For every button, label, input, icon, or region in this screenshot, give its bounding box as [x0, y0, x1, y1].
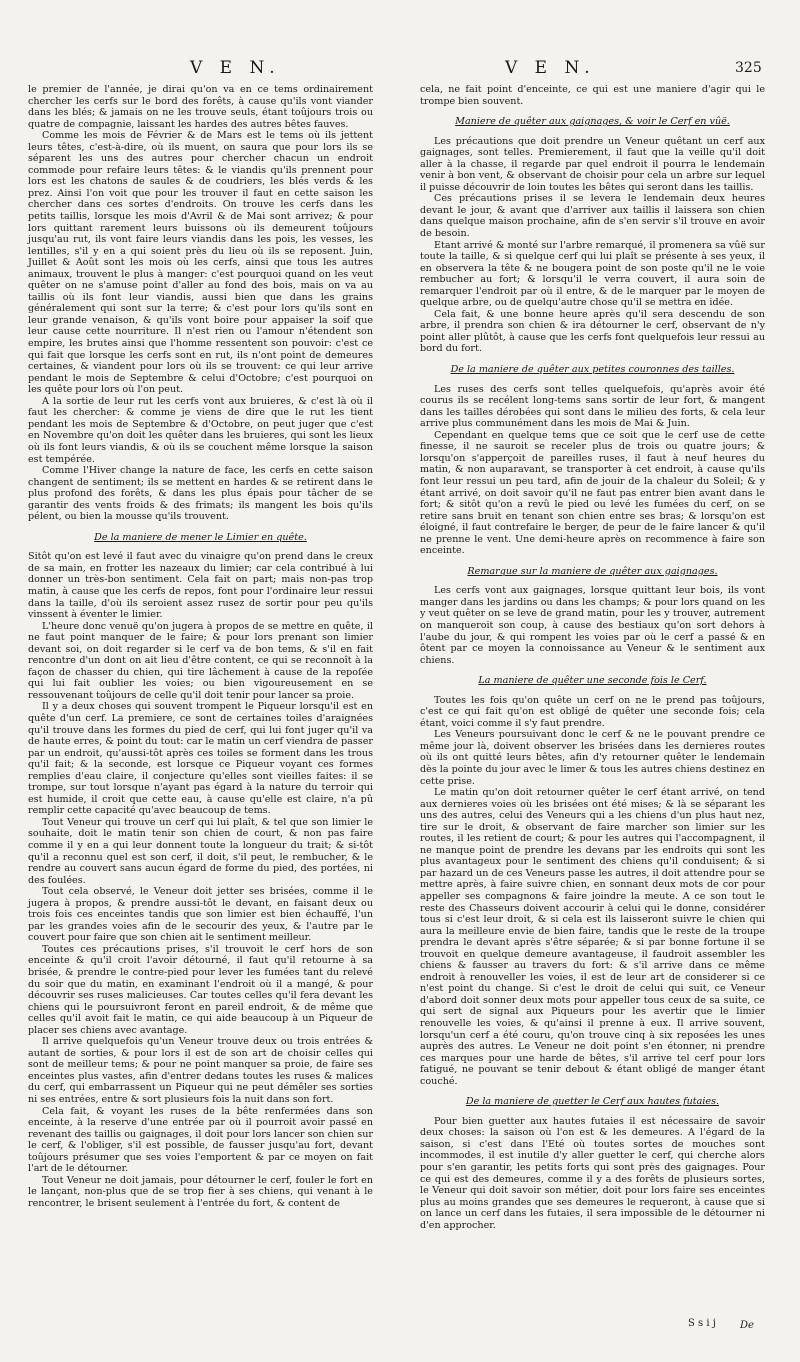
header-left: V E N.: [190, 58, 281, 78]
paragraph: Les Veneurs poursuivant donc le cerf & ne le pouvant prendre ce même jour là, doivent observer les brisées dans les dernieres routes où ils ont quitté leurs bêtes, afin d'y retourner quêter le lendemain dès la pointe du jour avec le limer & tous les autres chiens destinez en cette prise.: [420, 729, 765, 787]
paragraph: Le matin qu'on doit retourner quêter le cerf étant arrivé, on tend aux dernieres voies où les brisées ont été mises; & là se séparant les uns des autres, celui des Veneurs qui a les chiens d'un plus haut nez, tire sur le droit, & observant de faire marcher son limier sur les routes, il les retient de court; & pour les autres qui l'accompagnent, il ne manque point de prendre les devans par les endroits qui sont les plus avantageux pour le sentiment des chiens qu'il conduisent; & si par hazard un de ces Veneurs passe les autres, il doit attendre pour se mettre après, à faire suivre chien, en sonnant deux mots de cor pour appeller ses compagnons & faire joindre la meute. A ce son tout le reste des Chasseurs doivent accourir à celui qui le donne, considérer tous si c'est leur droit, & si cela est ils laisseront suivre le chien qui aura la meilleure envie de bien faire, tandis que le reste de la troupe prendra le devant après s'être séparée; & si par bonne fortune il se trouvoit en quelque demeure avantageuse, il faudroit assembler les chiens & fausser au travers du fort: & s'il arrive dans ce même endroit à renouveller les voies, il est de leur art de considerer si ce n'est point du change. Si c'est le droit de celui qui suit, ce Veneur d'abord doit sonner deux mots pour appeller tous ceux de sa suite, ce qui sert de signal aux Piqueurs pour les avertir que le limier renouvelle les voies, & qu'ainsi il prenne à eux. Il arrive souvent, lorsqu'un cerf a été couru, qu'on trouve cinq à six reposées les unes auprès des autres. Le Veneur ne doit point s'en étonner, ni prendre ces marques pour une harde de bêtes, s'il arrive tel cerf pour lors fatigué, ne pouvant se tenir debout & étant obligé de manger étant couché.: [420, 787, 765, 1087]
paragraph: Il arrive quelquefois qu'un Veneur trouve deux ou trois entrées & autant de sorties, & pour lors il est de son art de choisir celles qui sont de meilleur tems; & pour ne point manquer sa proie, de faire ses enceintes plus vastes, afin d'entrer dedans toutes les ruses & malices du cerf, qui embarrassent un Piqueur qui ne peut démêler ses sorties ni ses entrées, entre & sort plusieurs fois la nuit dans son fort.: [28, 1036, 373, 1106]
signature-mark: S s i j: [688, 1318, 716, 1329]
header-right: V E N.: [505, 58, 596, 78]
paragraph: Comme les mois de Février & de Mars est le tems où ils jettent leurs têtes, c'est-à-dire, où ils muent, on saura que pour lors ils se séparent les uns des autres pour chercher chacun un endroit commode pour refaire leurs têtes: & le viandis qu'ils prennent pour lors est les chatons de saules & de coudriers, les blés verds & les prez. Ainsi l'on voit que pour les trouver il faut en cette saison les chercher dans ces sortes d'endroits. On trouve les cerfs dans les petits taillis, lorsque les mois d'Avril & de Mai sont arrivez; & pour lors quittant rarement leurs buissons où ils demeurent toûjours jusqu'au rut, ils vont faire leurs viandis dans les pois, les vesses, les lentilles, s'il y en a qui soient près du lieu où ils se reposent. Juin, Juillet & Août sont les mois où les cerfs, ainsi que tous les autres animaux, trouvent le plus à manger: c'est pourquoi quand on les veut quêter on ne s'amuse point d'aller au fond des bois, mais on va au taillis où ils font leur viandis, aussi bien que dans les grains généralement qui sont sur la terre; & c'est pour lors qu'ils sont en leur grande venaison, & qu'ils vont boire pour appaiser la soif que leur cause cette nourriture. Il n'est rien ou l'amour n'étendent son empire, les brutes ainsi que l'homme ressentent son pouvoir: c'est ce qui fait que lorsque les cerfs sont en rut, ils n'ont point de demeures certaines, & viandent pour lors où ils se trouvent: ce qui leur arrive pendant le mois de Septembre & celui d'Octobre; c'est pourquoi on les quête pour lors où l'on peut.: [28, 130, 373, 396]
paragraph: cela, ne fait point d'enceinte, ce qui est une maniere d'agir qui le trompe bien souvent.: [420, 84, 765, 107]
section-heading: Maniere de quêter aux gaignages, & voir le Cerf en vûë.: [455, 116, 730, 128]
catchword: De: [740, 1320, 754, 1331]
paragraph: Ces précautions prises il se levera le lendemain deux heures devant le jour, & avant que d'arriver aux taillis il laissera son chien dans quelque maison prochaine, afin de s'en servir s'il trouve en avoir de besoin.: [420, 193, 765, 240]
section-heading: Remarque sur la maniere de quêter aux gaignages.: [467, 565, 718, 577]
paragraph: Tout cela observé, le Veneur doit jetter ses brisées, comme il le jugera à propos, & prendre aussi-tôt le devant, en faisant deux ou trois fois ces enceintes tandis que son limier est bien échauffé, l'un par les grandes voies afin de le secourir des yeux, & l'autre par le couvert pour faire que son chien ait le sentiment meilleur.: [28, 886, 373, 944]
paragraph: Comme l'Hiver change la nature de face, les cerfs en cette saison changent de sentiment; ils se mettent en hardes & se retirent dans le plus profond des forêts, & dans les plus épais pour tâcher de se garantir des vents froids & des frimats; ils mangent les bois qu'ils pélent, ou bien la mousse qu'ils trouvent.: [28, 465, 373, 523]
paragraph: Les ruses des cerfs sont telles quelquefois, qu'après avoir été courus ils se recélent long-tems sans sortir de leur fort, & mangent dans les tailles dérobées qui sont dans le milieu des forts, & cela leur arrive plus communément dans les mois de Mai & Juin.: [420, 383, 765, 430]
paragraph: Toutes les fois qu'on quête un cerf on ne le prend pas toûjours, c'est ce qui fait qu'on est obligé de quêter une seconde fois; cela étant, voici comme il s'y faut prendre.: [420, 694, 765, 729]
section-heading: De la maniere de guetter le Cerf aux hautes futaies.: [465, 1096, 720, 1108]
paragraph: Les précautions que doit prendre un Veneur quêtant un cerf aux gaignages, sont telles. Premierement, il faut que la veille qu'il doit aller à la chasse, il regarde par quel endroit il pourra le lendemain venir à bon vent, & observant de choisir pour cela un arbre sur lequel il puisse découvrir de loin toutes les bêtes qui seront dans les taillis.: [420, 135, 765, 193]
section-heading: De la maniere de quêter aux petites couronnes des tailles.: [450, 364, 735, 376]
running-header: [0, 58, 800, 80]
paragraph: Toutes ces précautions prises, s'il trouvoit le cerf hors de son enceinte & qu'il croit l'avoir détourné, il faut qu'il retourne à sa brisée, & prendre le contre-pied pour lever les fumées tant du relevé du soir que du matin, en examinant l'endroit où il a mangé, & pour découvrir ses ruses malicieuses. Car toutes celles qu'il fera devant les chiens qui le poursuivront feront en pareil endroit, & de même que celles qu'il avoit fait le matin, ce qui aide beaucoup à un Piqueur de placer ses chiens avec avantage.: [28, 943, 373, 1036]
paragraph: Etant arrivé & monté sur l'arbre remarqué, il promenera sa vûë sur toute la taille, & si quelque cerf qui lui plaît se présente à ses yeux, il en observera la tête & ne bougera point de son poste qu'il ne le voie rembucher au fort; & lorsqu'il le verra couvert, il aura soin de remarquer l'endroit par où il entre, & de le marquer par le moyen de quelque arbre, ou de quelqu'autre chose qu'il se mettra en idée.: [420, 239, 765, 309]
page-number: 325: [735, 60, 762, 76]
section-heading: La maniere de quêter une seconde fois le Cerf.: [478, 675, 707, 687]
paragraph: Il y a deux choses qui souvent trompent le Piqueur lorsqu'il est en quête d'un cerf. La premiere, ce sont de certaines toiles d'araignées qu'il trouve dans les formes du pied de cerf, qui lui font juger qu'il va de haute erres, & point du tout: car le matin un cerf viendra de passer par un endroit, qu'aussi-tôt après ces toiles se forment dans les trous qu'il fait; & la seconde, est lorsque ce Piqueur voyant ces formes remplies d'eau claire, il conjecture qu'elles sont vieilles faites: il se trompe, sur tout lorsque n'ayant pas égard à la nature du terroir qui est humide, il croit que cette eau, à cause qu'elle est claire, n'a pû remplir cette capacité qu'avec beaucoup de tems.: [28, 701, 373, 817]
paragraph: L'heure donc venuë qu'on jugera à propos de se mettre en quête, il ne faut point manquer de le faire; & pour lors prenant son limier devant soi, on doit regarder si le cerf va de bon tems, & s'il en fait rencontre d'un dont on ait lieu d'être content, ce qui se reconnoît à la façon de chasser du chien, qui tire lâchement à cause de la repoſée qui lui fait oublier les voies; ou bien vigoureusement en se ressouvenant toûjours de celle qu'il doit tenir pour lancer sa proie.: [28, 620, 373, 701]
paragraph: Cela fait, & voyant les ruses de la bête renfermées dans son enceinte, à la reserve d'une entrée par où il pourroit avoir passé en revenant des taillis ou gaignages, il doit pour lors lancer son chien sur le cerf, & l'obliger, s'il est possible, de fausser jusqu'au fort, devant toûjours présumer que ses voies l'emportent & par ce moyen on fait l'art de le détourner.: [28, 1105, 373, 1175]
paragraph: le premier de l'année, je dirai qu'on va en ce tems ordinairement chercher les cerfs sur le bord des forêts, à cause qu'ils vont viander dans les blés; & jamais on ne les trouve seuls, étant toûjours trois ou quatre de compagnie, laissant les hardes des autres bêtes fauves.: [28, 84, 373, 130]
paragraph: Tout Veneur ne doit jamais, pour détourner le cerf, fouler le fort en le lançant, non-plus que de se trop fier à ses chiens, qui venant à le rencontrer, le brisent seulement à l'entrée du fort, & content de: [28, 1174, 373, 1209]
paragraph: Les cerfs vont aux gaignages, lorsque quittant leur bois, ils vont manger dans les jardins ou dans les champs; & pour lors quand on les y veut quêter on se leve de grand matin, pour les y trouver, autrement on manqueroit son coup, à cause des bestiaux qu'on sort dehors à l'aube du jour, & qui rompent les voies par où le cerf a passé & en ôtent par ce moyen la connoissance au Veneur & le sentiment aux chiens.: [420, 585, 765, 666]
paragraph: Cependant en quelque tems que ce soit que le cerf use de cette finesse, il ne sauroit se receler plus de trois ou quatre jours; & lorsqu'on s'apperçoit de pareilles ruses, il faut à neuf heures du matin, & non auparavant, se transporter à cet endroit, à cause qu'ils font leur ressui un peu tard, afin de jouir de la chaleur du Soleil; & y étant arrivé, on doit savoir qu'il ne faut pas entrer bien avant dans le fort; & sitôt qu'on a revû le pied ou levé les fumées du cerf, on se retire sans bruit en tenant son chien entre ses bras; & lorsqu'on est éloigné, il faut contrefaire le berger, de peur de le faire lancer & qu'il ne prenne le vent. Une demi-heure après on recommence à faire son enceinte.: [420, 429, 765, 557]
paragraph: A la sortie de leur rut les cerfs vont aux bruieres, & c'est là où il faut les chercher: & comme je viens de dire que le rut les tient pendant les mois de Septembre & d'Octobre, on peut juger que c'est en Novembre qu'on doit les quêter dans les bruieres, qui sont les lieux où ils font leurs viandis, & où ils se couchent même lorsque la saison est tempérée.: [28, 395, 373, 465]
right-column: [420, 84, 765, 1231]
paragraph: Sitôt qu'on est levé il faut avec du vinaigre qu'on prend dans le creux de sa main, en frotter les nazeaux du limier; car cela contribué à lui donner un très-bon sentiment. Cela fait on part; mais non-pas trop matin, à cause que les cerfs de repos, font pour l'ordinaire leur ressui dans la taille, d'où ils seroient assez rusez de sortir pour peu qu'ils vinssent à éventer le limier.: [28, 551, 373, 621]
section-heading: De la maniere de mener le Limier en quête.: [94, 531, 307, 543]
paragraph: Pour bien guetter aux hautes futaies il est nécessaire de savoir deux choses: la saison où l'on est & les demeures. A l'égard de la saison, si c'est dans l'Eté où toutes sortes de mouches sont incommodes, il est inutile d'y aller guetter le cerf, qui cherche alors pour s'en garantir, les petits forts qui sont près des gaignages. Pour ce qui est des demeures, comme il y a des forêts de plusieurs sortes, le Veneur qui doit savoir son métier, doit pour lors faire ses enceintes plus au moins grandes que ses demeures le requeront, à cause que si on lance un cerf dans les futaies, il sera impossible de le détourner ni d'en approcher.: [420, 1115, 765, 1231]
left-column: [28, 84, 373, 1210]
paragraph: Tout Veneur qui trouve un cerf qui lui plaît, & tel que son limier le souhaite, doit le matin tenir son chien de court, & non pas faire comme il y en a qui leur donnent toute la longueur du trait; & si-tôt qu'il a reconnu quel est son cerf, il doit, s'il peut, le rembucher, & le rendre au couvert sans aucun égard de forme du pied, des portées, ni des foulées.: [28, 816, 373, 886]
paragraph: Cela fait, & une bonne heure après qu'il sera descendu de son arbre, il prendra son chien & ira détourner le cerf, observant de n'y point aller plûtôt, à cause que les cerfs font quelquefois leur ressui au bord du fort.: [420, 308, 765, 355]
